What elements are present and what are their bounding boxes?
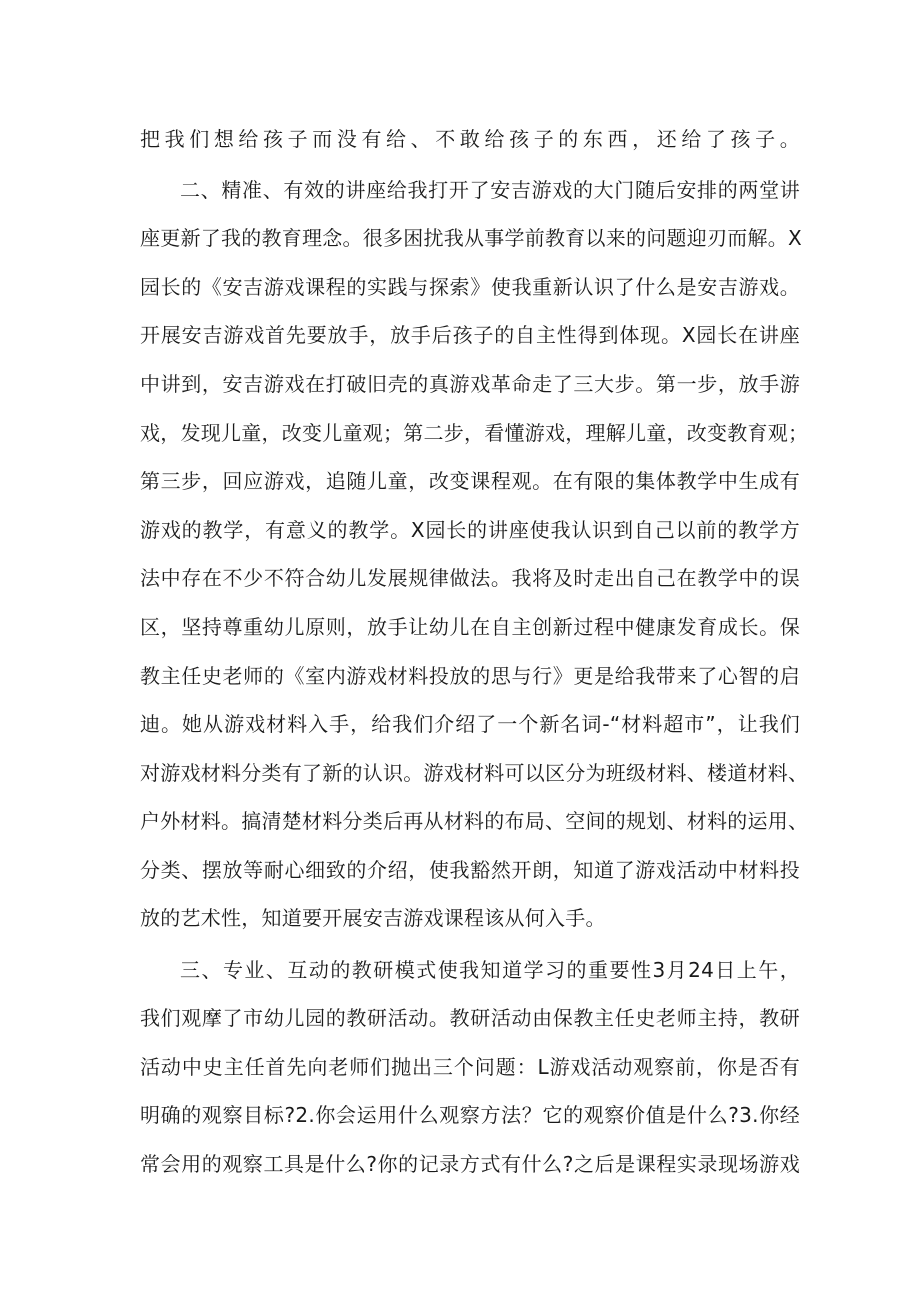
- paragraph-line: 常会用的观察工具是什么?你的记录方式有什么?之后是课程实录现场游戏: [140, 1152, 800, 1176]
- paragraph-line: 区，坚持尊重幼儿原则，放手让幼儿在自主创新过程中健康发育成长。保: [140, 615, 800, 639]
- paragraph-line: 戏，发现儿童，改变儿童观；第二步，看懂游戏，理解儿童，改变教育观；: [140, 421, 809, 445]
- paragraph-line: 把我们想给孩子而没有给、不敢给孩子的东西，还给了孩子。: [140, 127, 800, 151]
- paragraph-line: 法中存在不少不符合幼儿发展规律做法。我将及时走出自己在教学中的误: [140, 566, 800, 590]
- paragraph-line: 第三步，回应游戏，追随儿童，改变课程观。在有限的集体教学中生成有: [140, 469, 800, 493]
- paragraph-line: 教主任史老师的《室内游戏材料投放的思与行》更是给我带来了心智的启: [140, 664, 800, 688]
- paragraph-line: 明确的观察目标?2.你会运用什么观察方法？它的观察价值是什么?3.你经: [140, 1103, 800, 1127]
- paragraph-line: 开展安吉游戏首先要放手，放手后孩子的自主性得到体现。X园长在讲座: [140, 323, 800, 347]
- paragraph-line: 游戏的教学，有意义的教学。X园长的讲座使我认识到自己以前的教学方: [140, 518, 800, 542]
- paragraph-line: 活动中史主任首先向老师们抛出三个问题：L游戏活动观察前，你是否有: [140, 1055, 800, 1079]
- paragraph-line: 园长的《安吉游戏课程的实践与探索》使我重新认识了什么是安吉游戏。: [140, 275, 800, 299]
- section-heading-line: 二、精准、有效的讲座给我打开了安吉游戏的大门随后安排的两堂讲: [180, 178, 800, 202]
- paragraph-line: 迪。她从游戏材料入手，给我们介绍了一个新名词-“材料超市”，让我们: [140, 712, 800, 736]
- paragraph-line: 户外材料。搞清楚材料分类后再从材料的布局、空间的规划、材料的运用、: [140, 809, 809, 833]
- paragraph-line: 放的艺术性，知道要开展安吉游戏课程该从何入手。: [140, 906, 606, 930]
- paragraph-line: 我们观摩了市幼儿园的教研活动。教研活动由保教主任史老师主持，教研: [140, 1006, 800, 1030]
- section-heading-line: 三、专业、互动的教研模式使我知道学习的重要性3月24日上午，: [180, 958, 800, 982]
- paragraph-line: 分类、摆放等耐心细致的介绍，使我豁然开朗，知道了游戏活动中材料投: [140, 858, 800, 882]
- paragraph-line: 对游戏材料分类有了新的认识。游戏材料可以区分为班级材料、楼道材料、: [140, 761, 809, 785]
- paragraph-line: 座更新了我的教育理念。很多困扰我从事学前教育以来的问题迎刃而解。X: [140, 226, 802, 250]
- paragraph-line: 中讲到，安吉游戏在打破旧壳的真游戏革命走了三大步。第一步，放手游: [140, 372, 800, 396]
